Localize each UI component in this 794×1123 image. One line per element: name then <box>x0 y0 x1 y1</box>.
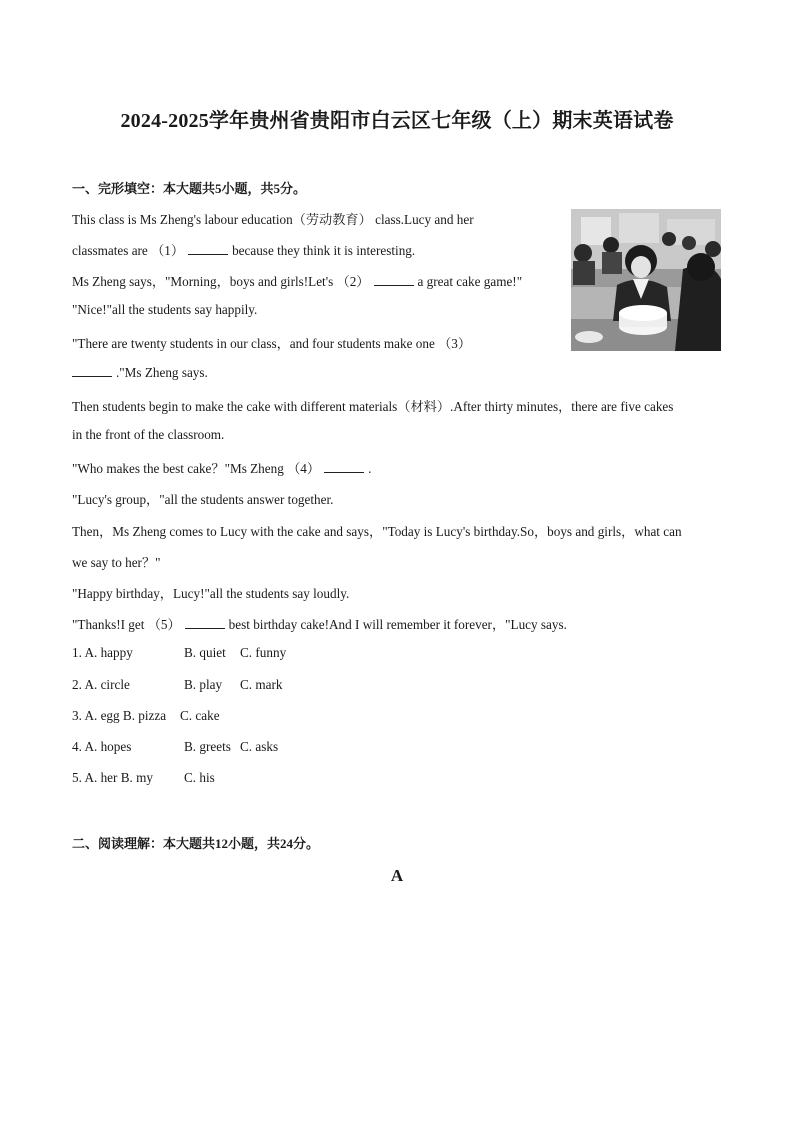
passage-line-11: Then，Ms Zheng comes to Lucy with the cake and says，"Today is Lucy's birthday.So，boys and girls，what can <box>72 524 682 539</box>
q2-option-b: B. play <box>184 677 223 692</box>
passage-line-10: "Lucy's group，"all the students answer together. <box>72 492 334 507</box>
passage-text: because they think it is interesting. <box>232 243 416 258</box>
passage-line-13: "Happy birthday，Lucy!"all the students say loudly. <box>72 586 350 601</box>
passage-text: "Thanks!I get （5） <box>72 617 181 632</box>
q4-option-c: C. asks <box>240 739 279 754</box>
blank-4 <box>324 461 364 473</box>
passage-text: best birthday cake!And I will remember it forever，"Lucy says. <box>228 617 567 632</box>
blank-2 <box>374 274 414 286</box>
passage-line-6 <box>72 365 208 381</box>
q5-options-ab: 5. A. her B. my <box>72 770 153 785</box>
passage-a-label: A <box>390 866 404 885</box>
q4-options-a: 4. A. hopes <box>72 739 132 754</box>
page-title: 2024-2025学年贵州省贵阳市白云区七年级（上）期末英语试卷 <box>120 110 674 132</box>
q5-option-c: C. his <box>184 770 215 785</box>
q2-options-a: 2. A. circle <box>72 677 130 692</box>
passage-line-14 <box>72 614 567 633</box>
q3-options-ab: 3. A. egg B. pizza <box>72 708 167 723</box>
passage-text: "Who makes the best cake？"Ms Zheng （4） <box>72 461 321 476</box>
passage-line-9 <box>72 458 371 477</box>
classroom-photo <box>571 209 721 351</box>
q3-option-c: C. cake <box>180 708 220 723</box>
passage-text: classmates are （1） <box>72 243 185 258</box>
passage-line-3 <box>72 271 522 290</box>
passage-line-7: Then students begin to make the cake with different materials（材料）.After thirty minutes，there are five cakes <box>72 399 674 414</box>
passage-text: . <box>368 461 372 476</box>
passage-text: a great cake game!" <box>417 274 523 289</box>
q4-option-b: B. greets <box>184 739 231 754</box>
passage-text: ."Ms Zheng says. <box>116 365 208 380</box>
passage-line-2 <box>72 240 415 259</box>
passage-line-1: This class is Ms Zheng's labour education（劳动教育） class.Lucy and her <box>72 212 474 227</box>
q2-option-c: C. mark <box>240 677 283 692</box>
q1-option-c: C. funny <box>240 645 287 660</box>
blank-1 <box>188 243 228 255</box>
passage-line-12: we say to her？" <box>72 555 161 570</box>
blank-5 <box>185 617 225 629</box>
section2-heading: 二、阅读理解：本大题共12小题，共24分。 <box>72 836 320 851</box>
q1-options-a: 1. A. happy <box>72 645 133 660</box>
passage-text: Ms Zheng says，"Morning，boys and girls!Let's （2） <box>72 274 370 289</box>
section1-heading: 一、完形填空：本大题共5小题，共5分。 <box>72 181 307 196</box>
passage-line-8: in the front of the classroom. <box>72 427 225 442</box>
passage-line-4: "Nice!"all the students say happily. <box>72 302 258 317</box>
q1-option-b: B. quiet <box>184 645 226 660</box>
passage-line-5: "There are twenty students in our class，and four students make one （3） <box>72 336 472 351</box>
blank-3 <box>72 365 112 377</box>
